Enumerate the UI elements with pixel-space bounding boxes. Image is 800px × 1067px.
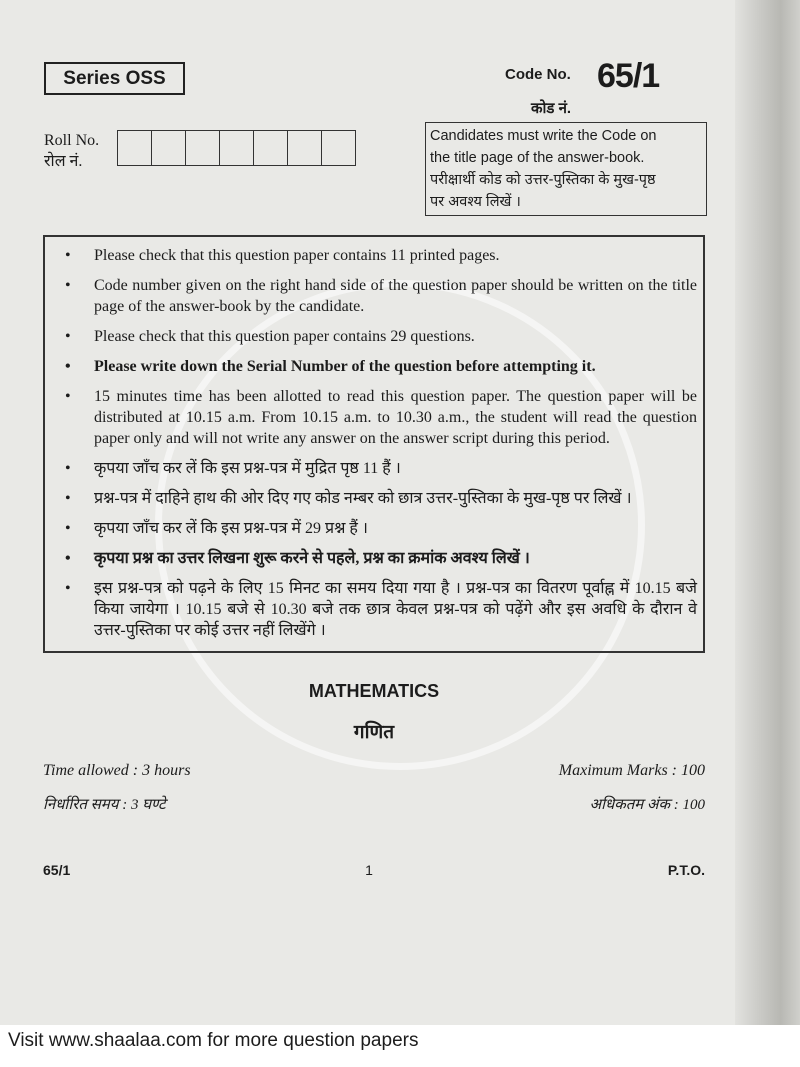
instruction-text: कृपया प्रश्न का उत्तर लिखना शुरू करने से पहले, प्रश्न का क्रमांक अवश्य लिखें । <box>94 550 530 567</box>
subject-title-hindi: गणित <box>353 722 395 743</box>
maximum-marks: Maximum Marks : 100 <box>558 762 705 779</box>
code-label: Code No. <box>505 66 571 83</box>
instruction-item <box>65 245 697 266</box>
instruction-text: इस प्रश्न-पत्र को पढ़ने के लिए 15 मिनट का समय दिया गया है । प्रश्न-पत्र का वितरण पूर्वाह्न में 10.15 बजे किया जायेगा । 10.15 बजे से 10.30 बजे तक छात्र केवल प्रश्न-पत्र को पढ़ेंगे और इस अवधि के दौरान वे उत्तर-पुस्तिका पर कोई उत्तर नहीं लिखेंगे । <box>94 580 697 639</box>
code-number: 65/1 <box>597 57 660 95</box>
instruction-text: Code number given on the right hand side of the question paper should be written on the title page of the answer-book by the candidate. <box>94 277 697 315</box>
instruction-text: प्रश्न-पत्र में दाहिने हाथ की ओर दिए गए कोड नम्बर को छात्र उत्तर-पुस्तिका के मुख-पृष्ठ पर लिखें । <box>94 490 632 507</box>
maximum-marks-hindi: अधिकतम अंक : 100 <box>589 797 705 813</box>
roll-number-cell <box>322 131 355 165</box>
instruction-text: 15 minutes time has been allotted to read this question paper. The question paper will be distributed at 10.15 a.m. From 10.15 a.m. to 10.30 a.m., the student will read the question paper only and will not write any answer on the answer script during this period. <box>94 388 697 447</box>
time-marks-row <box>43 762 705 780</box>
roll-label <box>44 130 99 172</box>
roll-number-cell <box>288 131 322 165</box>
page-footer <box>43 862 705 878</box>
instruction-text: Please write down the Serial Number of the question before attempting it. <box>94 358 596 375</box>
page-body <box>43 235 705 878</box>
bullet-icon: • <box>65 388 71 405</box>
subject-title: MATHEMATICS <box>308 681 440 701</box>
roll-number-cell <box>186 131 220 165</box>
bullet-icon: • <box>65 328 71 345</box>
roll-label-hi: रोल नं. <box>44 153 83 170</box>
footer-code: 65/1 <box>43 862 71 878</box>
time-allowed-hindi: निर्धारित समय : 3 घण्टे <box>43 797 166 813</box>
candidate-note-line: पर अवश्य लिखें । <box>430 194 521 210</box>
bullet-icon: • <box>65 358 71 375</box>
bullet-icon: • <box>65 520 71 537</box>
instruction-item <box>65 386 697 449</box>
instruction-item <box>65 578 697 641</box>
bullet-icon: • <box>65 550 71 567</box>
time-marks-row-hindi <box>43 794 705 814</box>
roll-number-boxes <box>117 130 356 166</box>
scan-binding-shadow <box>735 0 800 1025</box>
instruction-text: कृपया जाँच कर लें कि इस प्रश्न-पत्र में 29 प्रश्न हैं । <box>94 520 368 537</box>
bullet-icon: • <box>65 277 71 294</box>
bullet-icon: • <box>65 580 71 597</box>
bullet-icon: • <box>65 490 71 507</box>
instruction-text: Please check that this question paper contains 11 printed pages. <box>94 247 500 264</box>
time-allowed: Time allowed : 3 hours <box>43 762 191 779</box>
pto-label: P.T.O. <box>667 862 705 878</box>
instruction-text: Please check that this question paper contains 29 questions. <box>94 328 475 345</box>
series-label: Series OSS <box>44 62 185 95</box>
instruction-item <box>65 356 697 377</box>
candidate-note-line: Candidates must write the Code on <box>430 128 657 144</box>
candidate-note-box <box>425 122 707 216</box>
roll-number-cell <box>220 131 254 165</box>
instruction-item <box>65 548 697 569</box>
candidate-note-line: परीक्षार्थी कोड को उत्तर-पुस्तिका के मुख-पृष्ठ <box>430 172 656 188</box>
candidate-note-line: the title page of the answer-book. <box>430 150 645 166</box>
instruction-text: कृपया जाँच कर लें कि इस प्रश्न-पत्र में मुद्रित पृष्ठ 11 हैं । <box>94 460 401 477</box>
instructions-box <box>43 235 705 653</box>
instruction-item <box>65 275 697 317</box>
bullet-icon: • <box>65 460 71 477</box>
instruction-item <box>65 488 697 509</box>
roll-number-cell <box>152 131 186 165</box>
instruction-item <box>65 326 697 347</box>
instruction-item <box>65 518 697 539</box>
site-footer: Visit www.shaalaa.com for more question papers <box>0 1025 800 1067</box>
roll-number-cell <box>254 131 288 165</box>
roll-label-en: Roll No. <box>44 132 100 149</box>
code-label-hindi: कोड नं. <box>531 100 572 117</box>
roll-number-cell <box>118 131 152 165</box>
bullet-icon: • <box>65 247 71 264</box>
instruction-item <box>65 458 697 479</box>
page-number: 1 <box>365 862 373 878</box>
